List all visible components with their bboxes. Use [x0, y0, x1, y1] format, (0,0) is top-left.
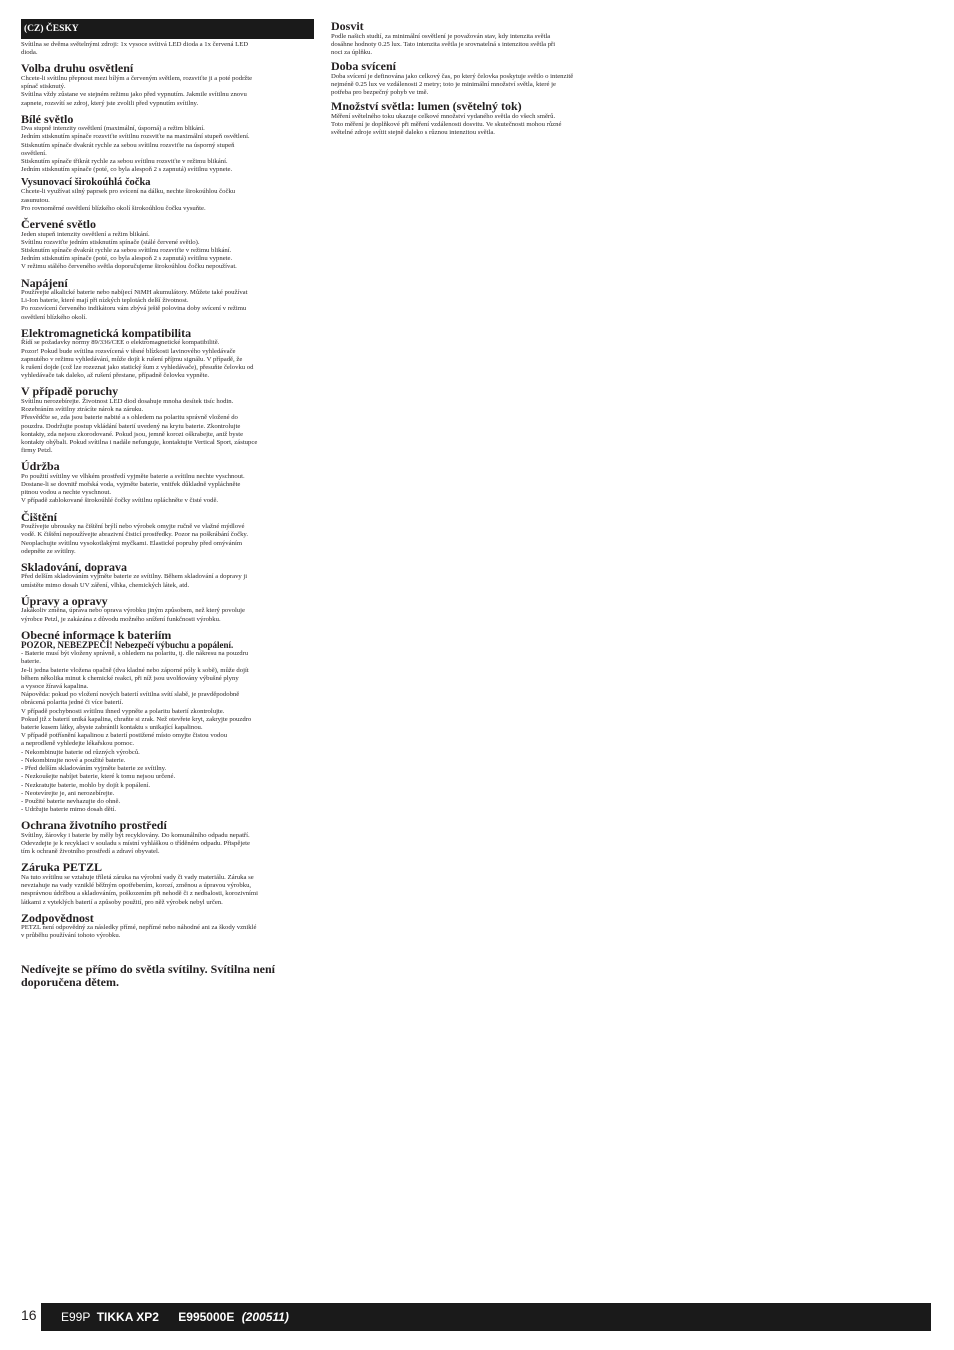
page-footer: [0, 1303, 954, 1331]
section-text: Jeden stupeň intenzity osvětlení a režim blikání. Svítilnu rozsviťte jedním stisknutím spínače (stálé červené světlo). Stisknutím spínače dvakrát rychle za sebou svítilnu rozsviťte v režimu blikání. Jedním stisknutím spínače (poté, co byla alespoň 2 s zapnutá) svítilnu vypnete. V režimu stálého červeného světla doporučujeme širokoúhlou čočku nepoužívat.: [21, 230, 237, 271]
section-title: Napájení: [21, 275, 68, 290]
section-text: Doba svícení je definována jako celkový čas, po který čelovka poskytuje světlo o intenzitě nejméně 0.25 lux ve vzdálenosti 2 metry; toto je minimální množství světla, které je potřeba pro bezpečný pohyb ve tmě.: [331, 72, 574, 97]
section-title: Dosvit: [331, 19, 364, 33]
section: [21, 558, 314, 590]
section: [21, 274, 314, 322]
section: [21, 382, 314, 455]
section-title: Čištění: [21, 509, 57, 524]
section-text: Chcete-li svítilnu přepnout mezi bílým a červeným světlem, rozsviťte ji a poté podržte spínač stisknutý. Svítilna vždy zůstane ve stejném režimu jako před vypnutím. Jakmile svítilnu znovu zapnete, rozsvítí se zdroj, který jste zvolili před vypnutím svítilny.: [21, 74, 253, 107]
section-title: Elektromagnetická kompatibilita: [21, 325, 192, 340]
footer-date: (200511): [241, 1310, 289, 1324]
section-title: Zodpovědnost: [21, 910, 94, 925]
section: [21, 457, 314, 505]
section-text: Svítilnu nerozebírejte. Životnost LED diod dosahuje mnoha desítek tisíc hodin. Rozebráním svítilny ztrácíte nárok na záruku. Přesvědčte se, zda jsou baterie nabité a s ohledem na polaritu správně vložené do pouzdra. Dodržujte postup vkládání baterií uvedený na krytu baterie. Zkontrolujte kontakty, zda nejsou zkorodované. Pokud jsou, jemně korozi oškrabejte, aniž byste kontakty ohýbali. Pokud svítilna i nadále nefunguje, kontaktujte Vertical Sport, zástupce firmy Petzl.: [21, 397, 258, 455]
section: [21, 626, 314, 815]
section-title: Volba druhu osvětlení: [21, 61, 134, 76]
page-number: 16: [21, 1307, 37, 1323]
section-text: - Baterie musí být vloženy správně, s ohledem na polaritu, tj. dle nákresu na pouzdru baterie. Je-li jedna baterie vložena opačně (dva kladné nebo záporné póly k sobě), může dojít během několika minut k chemické reakci, při níž jsou uvolňovány výbušné plyny a vysoce žíravá kapalina. Nápověda: pokud po vložení nových baterií svítilna svítí slabě, je pravděpodobně obrácená polarita jedné či více baterií. V případě pochybnosti svítilnu ihned vypněte a polaritu baterií zkontrolujte. Pokud již z baterií uniká kapalina, chraňte si zrak. Než otevřete kryt, zakryjte pouzdro baterie kusem látky, abyste zabránili kontaktu s unikající kapalinou. V případě potřísnění kapalinou z baterií postižené místo omyjte čistou vodou a neprodleně vyhledejte lékařskou pomoc. - Nekombinujte baterie od různých výrobců. - Nekombinujte nové a použité baterie. - Před delším skladováním vyjměte baterie ze svítilny. - Nezkoušejte nabíjet baterie, které k tomu nejsou určené. - Nezkratujte baterie, mohlo by dojít k popálení. - Neotevírejte je, ani nerozebírejte. - Použité baterie nevhazujte do ohně. - Udržujte baterie mimo dosah dětí.: [21, 650, 252, 814]
section-text: Používejte alkalické baterie nebo nabíjecí NiMH akumulátory. Můžete také používat Li-Ion baterie, které mají při nízkých teplotách delší životnost. Po rozsvícení červeného indikátoru vám zbývá ještě polovina doby svícení v režimu osvětlení blízkého okolí.: [21, 289, 248, 321]
section-title: Červené světlo: [21, 217, 96, 232]
section-title: Doba svícení: [331, 59, 397, 74]
language-header: (CZ) ČESKY: [21, 19, 314, 39]
section: [21, 59, 314, 107]
section-text: Svítilny, žárovky i baterie by měly být recyklovány. Do komunálního odpadu nepatří. Odevzdejte je k recyklaci v souladu s místní vyhláškou o tříděném odpadu. Přispějete tím k ochraně životního prostředí a zdraví obyvatel.: [21, 831, 250, 856]
intro-text: Svítilna se dvěma světelnými zdroji: 1x vysoce svítivá LED dioda a 1x červená LED dioda.: [21, 41, 249, 57]
footer-bar: [41, 1303, 931, 1331]
section-title: Údržba: [21, 459, 60, 474]
section-title: Obecné informace k bateriím: [21, 627, 172, 642]
footer-model-code: E99P: [61, 1310, 91, 1324]
footer-product-name: TIKKA XP2: [96, 1310, 159, 1324]
right-column: [331, 19, 626, 139]
section-text: Jakákoliv změna, úprava nebo oprava výrobku jiným způsobem, než který povoluje výrobce Petzl, je zakázána z důvodu možného snížení funkčnosti výrobku.: [21, 607, 245, 623]
section: [331, 99, 626, 137]
section-text: Měření světelného toku ukazuje celkové množství vydaného světla do všech směrů. Toto měření je doplňkové při měření vzdálenosti dosvitu. Ve skutečnosti mohou různé světelné zdroje svítit stejně daleko s různou intenzitou světla.: [331, 112, 562, 137]
section-text: Po použití svítilny ve vlhkém prostředí vyjměte baterie a svítilnu nechte vyschnout. Dostane-li se dovnitř mořská voda, vyjměte baterie, vnitřek důkladně vypláchněte pitnou vodou a nechte vyschnout. V případě zablokované širokoúhlé čočky svítilnu opláchněte v čisté vodě.: [21, 472, 245, 505]
section: [21, 858, 314, 906]
section: [21, 110, 314, 175]
section: [21, 215, 314, 272]
section: [21, 508, 314, 556]
section-subtitle: POZOR, NEBEZPEČÍ! Nebezpečí výbuchu a popálení.: [21, 640, 234, 651]
section: [331, 59, 626, 97]
section: [21, 324, 314, 381]
right-sections: [331, 19, 626, 137]
left-sections: [21, 59, 314, 940]
section-title: Skladování, doprava: [21, 559, 128, 574]
section: [21, 592, 314, 624]
section-text: Na tuto svítilnu se vztahuje tříletá záruka na výrobní vady či vady materiálu. Záruka se nevztahuje na vady vzniklé běžným opotřebením, korozí, změnou a úpravou výrobku, nesprávnou údržbou a skladováním, poškozením při nehodě či z nedbalosti, korozivními látkami z vyteklých baterií a způsoby použití, pro něž výrobek nebyl určen.: [21, 873, 258, 906]
section-title: Vysunovací širokoúhlá čočka: [21, 177, 151, 189]
warning-text: Nedívejte se přímo do světla svítilny. Svítilna není doporučena dětem.: [21, 961, 276, 989]
section-title: Záruka PETZL: [21, 860, 103, 875]
section-text: Před delším skladováním vyjměte baterie ze svítilny. Během skladování a dopravy ji umístěte mimo dosah UV záření, vlhka, chemických látek, atd.: [21, 573, 248, 589]
section-text: Řídí se požadavky normy 89/336/CEE o elektromagnetické kompatibilitě. Pozor! Pokud bude svítilna rozsvícená v těsné blízkosti lavinového vyhledávače zapnutého v režimu vyhledávání, může dojít k rušení příjmu signálu. V případě, že k rušení dojde (což lze rozeznat jako statický šum z vyhledávače), přesuňte čelovku od vyhledávače tak daleko, až rušení přestane, případně čelovku vypněte.: [21, 339, 254, 380]
section-title: Úpravy a opravy: [21, 593, 108, 608]
section: [21, 176, 314, 213]
left-column: [21, 19, 314, 989]
section-text: PETZL není odpovědný za následky přímé, nepřímé nebo náhodné ani za škody vzniklé v průběhu používání tohoto výrobku.: [21, 924, 257, 940]
section-title: V případě poruchy: [21, 384, 119, 399]
section: [21, 816, 314, 856]
intro-section: [21, 41, 314, 57]
section-title: Bílé světlo: [21, 111, 74, 126]
section: [21, 909, 314, 941]
footer-reference: E995000E: [178, 1310, 235, 1324]
section-title: Ochrana životního prostředí: [21, 818, 167, 833]
section-title: Množství světla: lumen (světelný tok): [331, 99, 522, 114]
section-text: Podle našich studií, za minimální osvětlení je považován stav, kdy intenzita světla dosáhne hodnoty 0.25 lux. Tato intenzita světla je srovnatelná s intenzitou světla při noci za úplňku.: [331, 32, 556, 56]
section-text: Používejte ubrousky na čištění brýlí nebo výrobek omyjte ručně ve vlažné mýdlové vodě. K čištění nepoužívejte abrazivní čisticí prostředky. Pozor na poškrábání čočky. Neoplachujte svítilnu vysokotlakými myčkami. Elastické popruhy před omýváním odepněte ze svítilny.: [21, 523, 248, 555]
section: [331, 19, 626, 57]
section-text: Chcete-li využívat silný paprsek pro svícení na dálku, nechte širokoúhlou čočku zasunutou. Pro rovnoměrné osvětlení blízkého okolí širokoúhlou čočku vysuňte.: [21, 188, 236, 212]
section-text: Dva stupně intenzity osvětlení (maximální, úsporná) a režim blikání. Jedním stisknutím spínače rozsviťte svítilnu rozsviťte na maximální stupeň osvětlení. Stisknutím spínače dvakrát rychle za sebou svítilnu rozsviťte na úsporný stupeň osvětlení. Stisknutím spínače třikrát rychle za sebou svítilnu rozsviťte v režimu blikání. Jedním stisknutím spínače (poté, co byla alespoň 2 s zapnutá) svítilnu vypnete.: [21, 125, 250, 174]
